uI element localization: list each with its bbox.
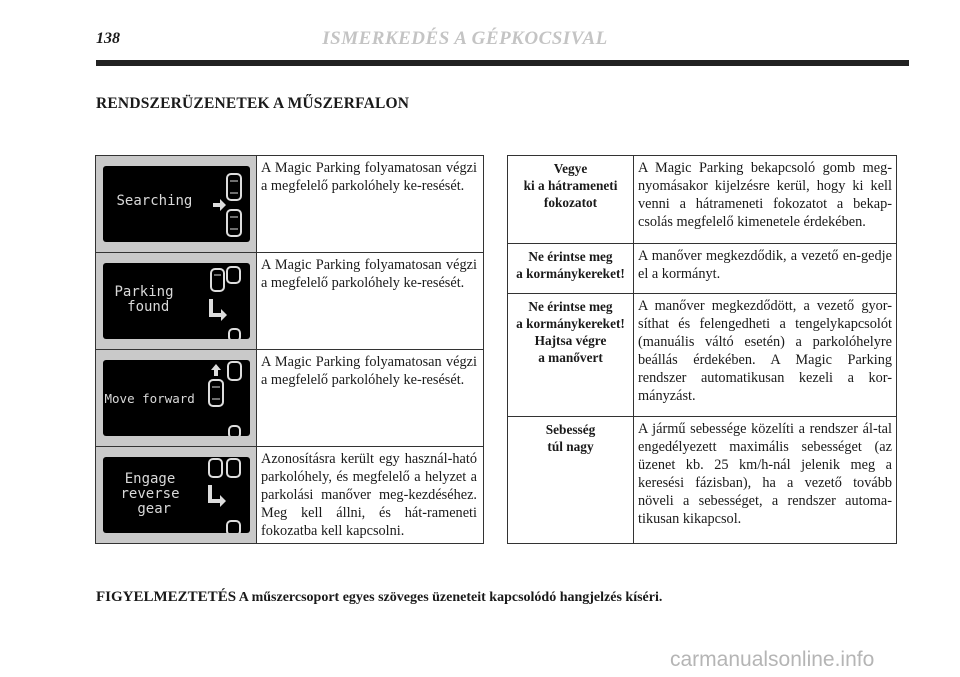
- dashboard-display-cell: [96, 156, 257, 252]
- section-title: RENDSZERÜZENETEK A MŰSZERFALON: [96, 95, 410, 112]
- car-icon: [227, 459, 240, 477]
- display-text: Move forward: [104, 391, 195, 406]
- header-rule: [96, 60, 909, 66]
- message-description: A manőver megkezdődik, a vezető en-gedje el a kormányt.: [638, 248, 892, 282]
- table-row: [96, 253, 483, 350]
- table-row: [508, 294, 896, 417]
- arrow-up-icon: [211, 364, 221, 376]
- watermark: carmanualsonline.info: [670, 648, 875, 671]
- car-icon: [227, 521, 240, 533]
- dashboard-display: [103, 166, 250, 242]
- table-row: [508, 156, 896, 244]
- car-icon: [209, 459, 222, 477]
- warning-note: [96, 589, 662, 606]
- message-description: A Magic Parking folyamatosan végzi a megfelelő parkolóhely ke-resését.: [261, 257, 477, 291]
- message-description: A jármű sebessége közelíti a rendszer ál-tal engedélyezett maximális sebességet (az üzenet kb. 25 km/h-nál jelenik meg a keresési fázisban), ha a vezető tovább növeli a sebességet, a rendszer automa-tikusan kikapcsol.: [638, 421, 892, 527]
- car-icon: [209, 380, 223, 406]
- arrow-down-right-icon: [208, 485, 226, 507]
- dashboard-display: [103, 360, 250, 436]
- car-icon: [229, 329, 240, 339]
- car-icon: [211, 269, 224, 291]
- car-icon: [228, 362, 241, 380]
- warning-label: FIGYELMEZTETÉS: [96, 589, 237, 605]
- text-messages-table: [507, 155, 897, 544]
- table-row: [508, 244, 896, 294]
- dashboard-display-cell: [96, 447, 257, 543]
- message-label: Ne érintse meg a kormánykereket! Hajtsa végre a manővert: [508, 294, 634, 416]
- warning-text: A műszercsoport egyes szöveges üzeneteit kapcsolódó hangjelzés kíséri.: [236, 590, 663, 605]
- display-messages-table: [95, 155, 484, 544]
- dashboard-display-cell: [96, 350, 257, 446]
- dashboard-display: [103, 457, 250, 533]
- table-row: [508, 417, 896, 543]
- message-label: Sebesség túl nagy: [508, 417, 634, 543]
- car-icon: [227, 267, 240, 283]
- page-number: 138: [96, 30, 120, 47]
- dashboard-display: [103, 263, 250, 339]
- message-description: A Magic Parking folyamatosan végzi a megfelelő parkolóhely ke-resését.: [261, 354, 477, 388]
- message-description: A manőver megkezdődött, a vezető gyor-síthat és felengedheti a tengelykapcsolót (manuális váltó esetén) a parkolóhelyre beállás érdekében. A Magic Parking rendszer automatikusan kezeli a kor-mányzást.: [638, 298, 892, 404]
- dashboard-display-cell: [96, 253, 257, 349]
- message-label: Ne érintse meg a kormánykereket!: [508, 244, 634, 293]
- arrow-down-right-icon: [209, 299, 227, 321]
- display-text: Engage reverse gear: [120, 471, 180, 517]
- display-text: Parking found: [114, 284, 174, 315]
- arrow-right-icon: [213, 199, 226, 211]
- car-icon: [227, 174, 241, 200]
- table-row: [96, 447, 483, 543]
- display-text: Searching: [116, 193, 193, 209]
- message-description: Azonosításra került egy használ-ható parkolóhely, és megfelelő a helyzet a parkolási manőver meg-kezdéséhez. Meg kell állni, és hát-rameneti fokozatba kell kapcsolni.: [261, 451, 477, 539]
- car-icon: [227, 210, 241, 236]
- car-icon: [229, 426, 240, 436]
- message-description: A Magic Parking bekapcsoló gomb meg-nyomásakor kijelzésre kerül, hogy ki kell venni a hátrameneti fokozatot a bekap-csolás megfelelő kimenetele érdekében.: [638, 160, 892, 230]
- running-header: ISMERKEDÉS A GÉPKOCSIVAL: [322, 28, 608, 49]
- message-label: Vegye ki a hátrameneti fokozatot: [508, 156, 634, 243]
- table-row: [96, 350, 483, 447]
- message-description: A Magic Parking folyamatosan végzi a megfelelő parkolóhely ke-resését.: [261, 160, 477, 194]
- table-row: [96, 156, 483, 253]
